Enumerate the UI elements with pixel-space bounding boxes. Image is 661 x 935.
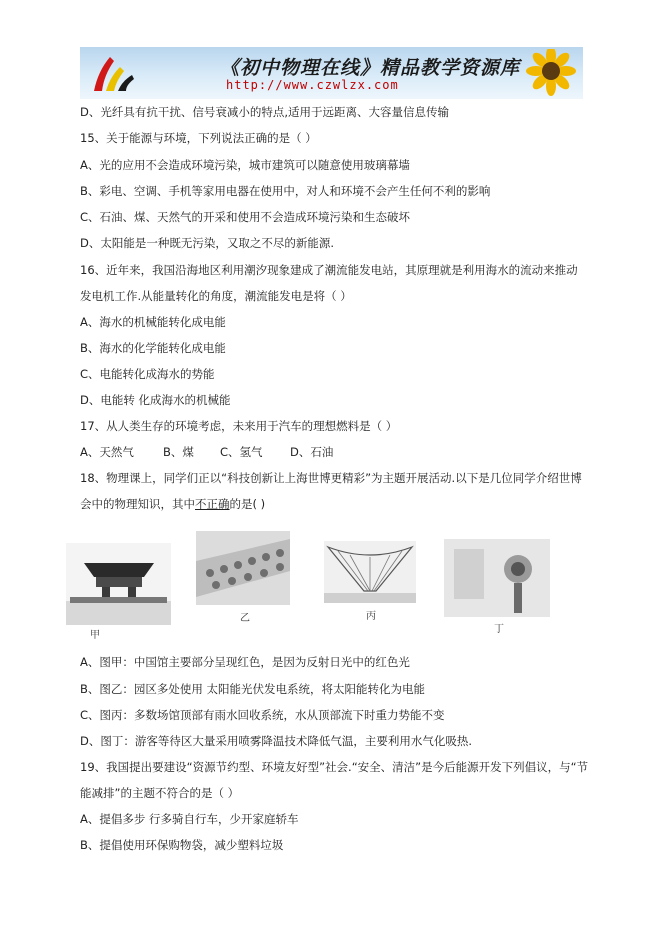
option-text: C、电能转化成海水的势能 <box>80 367 215 381</box>
question-16-cont: 发电机工作.从能量转化的角度，潮流能发电是将（ ） <box>80 289 352 303</box>
caption-bing: 丙 <box>366 611 376 622</box>
option-text: A、光的应用不会造成环境污染，城市建筑可以随意使用玻璃幕墙 <box>80 158 410 172</box>
q17-option-d: D、石油 <box>290 445 334 459</box>
q18-underlined: 不正确 <box>195 497 230 511</box>
expo-photos <box>66 527 574 639</box>
q17-option-b: B、煤 <box>163 445 194 459</box>
photo-bing <box>324 541 416 603</box>
q17-option-a: A、天然气 <box>80 445 134 459</box>
question-17: 17、从人类生存的环境考虑，未来用于汽车的理想燃料是（ ） <box>80 419 398 433</box>
option-text: D、电能转 化成海水的机械能 <box>80 393 231 407</box>
option-text: C、石油、煤、天然气的开采和使用不会造成环境污染和生态破坏 <box>80 210 411 224</box>
option-text: D、图丁：游客等待区大量采用喷雾降温技术降低气温，主要利用水气化吸热. <box>80 734 473 748</box>
option-text: B、彩电、空调、手机等家用电器在使用中，对人和环境不会产生任何不利的影响 <box>80 184 491 198</box>
sunflower-icon <box>523 49 577 99</box>
question-16: 16、近年来，我国沿海地区利用潮汐现象建成了潮流能发电站，其原理就是利用海水的流动来推动 <box>80 263 578 277</box>
question-19: 19、我国提出要建设“资源节约型、环境友好型”社会.“安全、清洁”是今后能源开发下列倡议，与“节 <box>80 760 589 774</box>
q18-text-pre: 会中的物理知识，其中 <box>80 497 195 511</box>
text-line: D、光纤具有抗干扰、信号衰减小的特点,适用于远距离、大容量信息传输 <box>80 105 450 119</box>
caption-jia: 甲 <box>90 630 100 641</box>
photo-jia <box>66 543 171 625</box>
site-logo-icon <box>88 51 140 95</box>
question-19-cont: 能减排”的主题不符合的是（ ） <box>80 786 240 800</box>
option-text: C、图丙：多数场馆顶部有雨水回收系统，水从顶部流下时重力势能不变 <box>80 708 445 722</box>
option-text: A、图甲：中国馆主要部分呈现红色，是因为反射日光中的红色光 <box>80 655 410 669</box>
caption-ding: 丁 <box>494 624 504 635</box>
q18-text-post: 的是( ) <box>229 497 266 511</box>
question-18-cont <box>80 496 265 512</box>
photo-yi <box>196 531 290 605</box>
option-text: B、海水的化学能转化成电能 <box>80 341 226 355</box>
option-text: A、海水的机械能转化成电能 <box>80 315 226 329</box>
photo-ding <box>444 539 550 617</box>
banner-url[interactable]: http://www.czwlzx.com <box>226 78 399 92</box>
question-15: 15、关于能源与环境，下列说法正确的是（ ） <box>80 131 317 145</box>
header-banner <box>80 47 583 99</box>
caption-yi: 乙 <box>240 613 250 624</box>
question-18: 18、物理课上，同学们正以“科技创新让上海世博更精彩”为主题开展活动.以下是几位同学介绍世博 <box>80 471 582 485</box>
option-text: A、提倡多步 行多骑自行车，少开家庭轿车 <box>80 812 299 826</box>
q17-option-c: C、氢气 <box>220 445 263 459</box>
option-text: B、提倡使用环保购物袋，减少塑料垃圾 <box>80 838 284 852</box>
banner-title: 《初中物理在线》精品教学资源库 <box>220 57 521 79</box>
option-text: B、图乙：园区多处使用 太阳能光伏发电系统，将太阳能转化为电能 <box>80 682 426 696</box>
option-text: D、太阳能是一种既无污染，又取之不尽的新能源. <box>80 236 335 250</box>
